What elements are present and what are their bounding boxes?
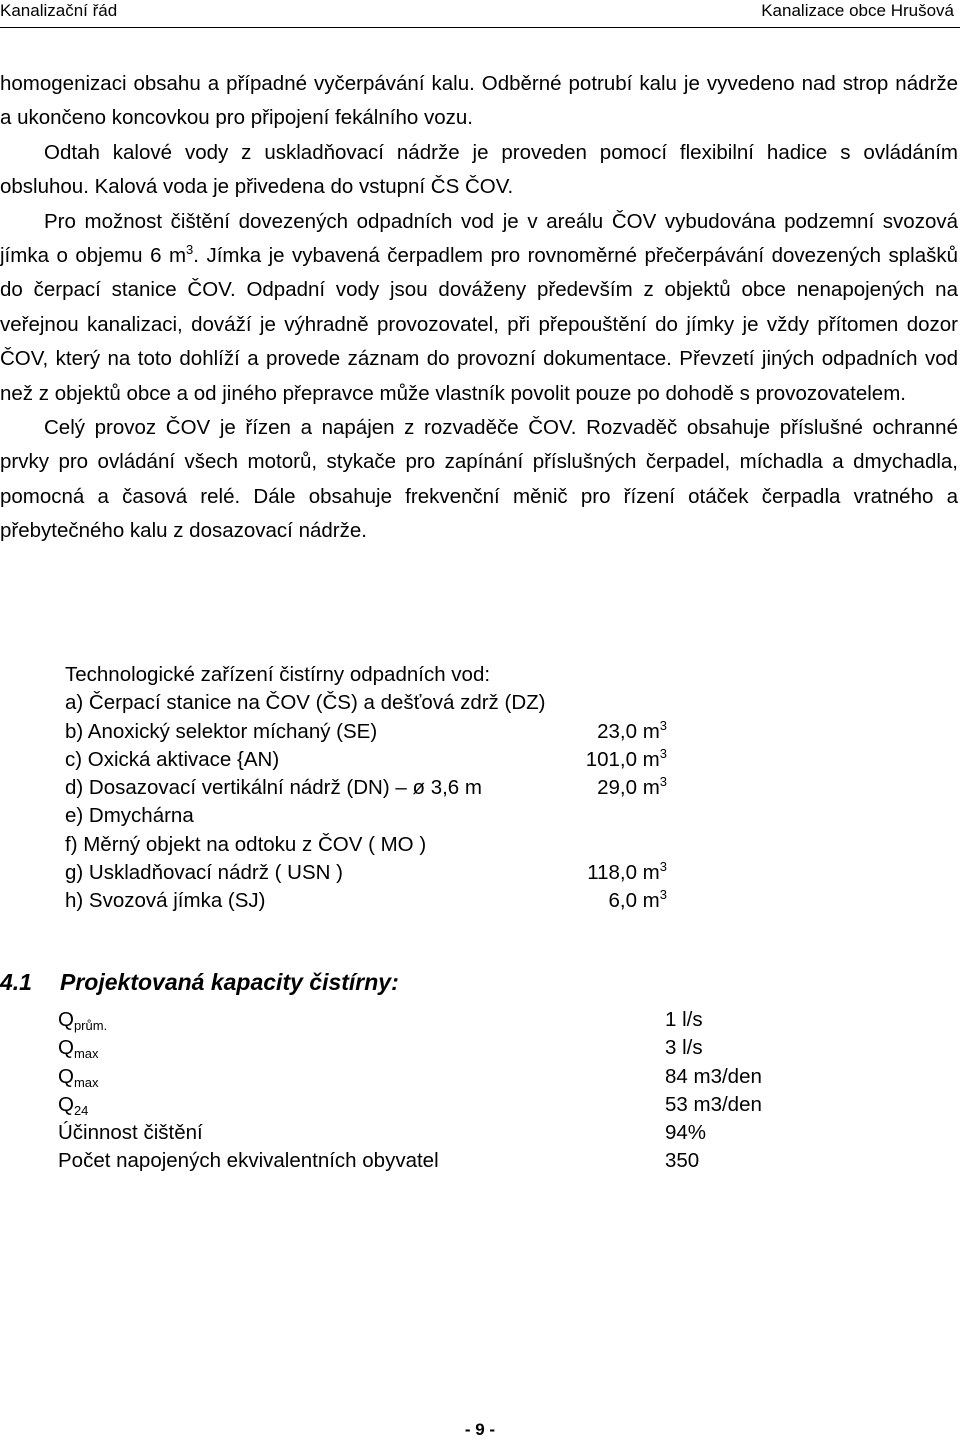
header-right-title: Kanalizace obce Hrušová [761,1,954,20]
paragraph-3-superscript: 3 [186,242,194,258]
tech-item-value-sup: 3 [659,887,667,903]
capacity-label-main: Q [58,1036,74,1060]
tech-item-value-number: 118,0 m [587,861,660,885]
capacity-label-main: Q [58,1064,74,1088]
capacity-value: 1 l/s [665,1008,703,1031]
list-item [65,887,705,915]
list-item [65,859,705,887]
list-item [65,718,705,746]
table-row [58,1063,762,1091]
capacity-label-main: Účinnost čištění [58,1121,203,1145]
capacity-value: 84 m3/den [665,1064,762,1088]
capacity-label-sub: max [73,1074,99,1090]
table-row [58,1147,738,1175]
tech-item-label: e) Dmychárna [65,804,194,828]
tech-item-value [608,887,667,915]
page-header [0,0,960,26]
paragraph-3-part-a: Pro možnost čištění dovezených odpadních vod je v areálu ČOV vybudována podzemní svozová jímka o objemu 6 m [0,209,958,268]
tech-list-title-text: Technologické zařízení čistírny odpadních vod: [65,663,491,686]
list-item [65,689,705,717]
capacity-label [58,1147,439,1175]
body-text [0,67,958,549]
section-title-text: Projektovaná kapacity čistírny: [60,969,399,995]
section-heading [0,966,399,998]
capacity-label-main: Počet napojených ekvivalentních obyvatel [58,1149,439,1173]
tech-item-value [587,859,667,887]
list-item [65,831,705,859]
tech-item-label: b) Anoxický selektor míchaný (SE) [65,719,378,743]
tech-item-value-number: 29,0 m [597,776,660,800]
section-number: 4.1 [0,969,32,995]
tech-item-label: c) Oxická aktivace {AN) [65,747,280,771]
tech-item-value-sup: 3 [659,745,667,761]
tech-item-label: d) Dosazovací vertikální nádrž (DN) – ø 3,6 m [65,776,482,800]
tech-item-value-number: 101,0 m [585,747,660,771]
list-item [65,746,705,774]
tech-item-label: a) Čerpací stanice na ČOV (ČS) a dešťová zdrž (DZ) [65,691,546,715]
paragraph-3-part-b: . Jímka je vybavená čerpadlem pro rovnoměrné přečerpávání dovezených splašků do čerpací stanice ČOV. Odpadní vody jsou dováženy především z objektů obce nenapojených na veřejnou kanalizaci, dováží je výhradně provozovatel, při přepouštění do jímky je vždy přítomen dozor ČOV, který na toto dohlíží a provede záznam do provozní dokumentace. Převzetí jiných odpadních vod než z objektů obce a od jiného přepravce může vlastník povolit pouze po dohodě s provozovatelem. [0,244,959,405]
capacity-label-main: Q [58,1008,74,1031]
tech-item-label: g) Uskladňovací nádrž ( USN ) [65,861,343,885]
paragraph-4: Celý provoz ČOV je řízen a napájen z rozvaděče ČOV. Rozvaděč obsahuje příslušné ochranné prvky pro ovládání všech motorů, stykače pro zapínání příslušných čerpadel, míchadla a dmychadla, pomocná a časová relé. Dále obsahuje frekvenční měnič pro řízení otáček čerpadla vratného a přebytečného kalu z dosazovací nádrže. [0,416,958,543]
header-divider [0,27,960,28]
paragraph-1: homogenizaci obsahu a případné vyčerpávání kalu. Odběrné potrubí kalu je vyvedeno nad strop nádrže a ukončeno koncovkou pro připojení fekálního vozu. [0,72,958,130]
tech-item-value-number: 23,0 m [597,719,660,743]
tech-item-value [586,746,667,774]
capacity-label-sub: prům. [73,1018,108,1033]
tech-list-title [65,661,705,689]
capacity-value: 3 l/s [665,1036,703,1060]
capacity-label [58,1034,99,1062]
list-item [65,802,705,830]
tech-item-value-sup: 3 [659,717,667,733]
capacity-value: 53 m3/den [665,1092,762,1116]
capacity-label-sub: 24 [73,1102,89,1118]
tech-item-label: h) Svozová jímka (SJ) [65,889,266,913]
capacity-value: 94% [665,1121,707,1145]
tech-item-value-sup: 3 [659,774,667,790]
capacity-label-main: Q [58,1092,74,1116]
page-number: - 9 - [464,1420,496,1439]
tech-equipment-list [65,661,705,916]
capacity-value: 350 [665,1149,700,1173]
table-row [58,1006,738,1034]
tech-item-label: f) Měrný objekt na odtoku z ČOV ( MO ) [65,832,427,856]
capacity-label [58,1091,88,1119]
capacity-label [58,1063,99,1091]
tech-item-value [597,774,667,802]
table-row [58,1034,738,1062]
paragraph-3 [0,205,958,411]
header-left-title: Kanalizační řád [0,1,118,20]
capacity-table [58,1006,762,1176]
tech-item-value [597,718,667,746]
tech-item-value-number: 6,0 m [608,889,660,913]
paragraph-2: Odtah kalové vody z uskladňovací nádrže je proveden pomocí flexibilní hadice s ovládáním obsluhou. Kalová voda je přivedena do vstupní ČS ČOV. [0,140,958,199]
table-row [58,1119,738,1147]
tech-item-value-sup: 3 [659,859,667,875]
capacity-label [58,1119,203,1147]
capacity-label [58,1006,107,1034]
capacity-label-sub: max [73,1046,99,1062]
table-row [58,1091,762,1119]
list-item [65,774,705,802]
